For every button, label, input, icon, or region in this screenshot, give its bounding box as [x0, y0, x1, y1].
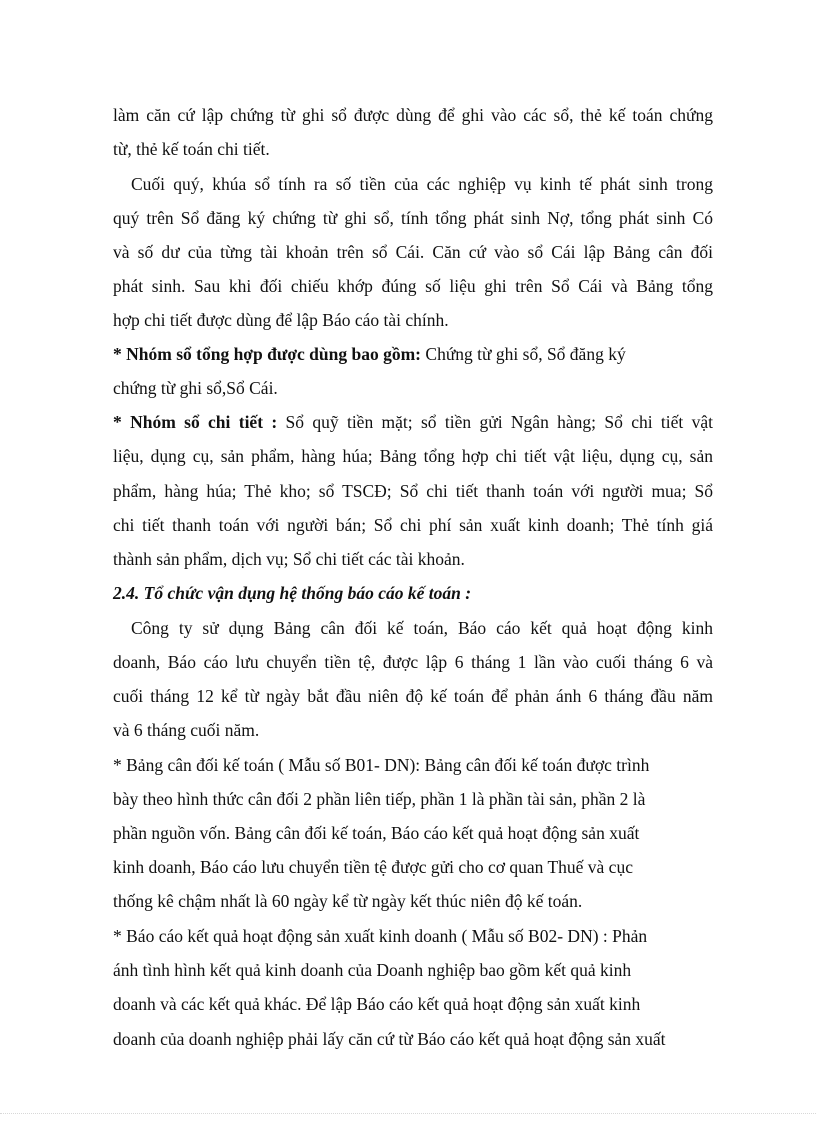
bold-heading: * Nhóm sổ tổng hợp được dùng bao gồm: — [113, 344, 422, 364]
text-line: doanh của doanh nghiệp phải lấy căn cứ từ Báo cáo kết quả hoạt động sản xuất — [113, 1029, 666, 1049]
text-line: bày theo hình thức cân đối 2 phần liên tiếp, phần 1 là phần tài sản, phần 2 là — [113, 789, 646, 809]
text-run: Sổ quỹ tiền mặt; sổ tiền gửi Ngân hàng; Sổ chi tiết vật — [277, 412, 714, 432]
detail-books-line — [113, 410, 713, 434]
page-bottom-divider — [0, 1113, 816, 1114]
text-line: * Báo cáo kết quả hoạt động sản xuất kinh doanh ( Mẫu số B02- DN) : Phản — [113, 926, 648, 946]
text-line: doanh, Báo cáo lưu chuyển tiền tệ, được lập 6 tháng 1 lần vào cuối tháng 6 và — [113, 652, 713, 672]
text-run: Chứng từ ghi sổ, Sổ đăng ký — [421, 344, 626, 364]
text-line: phát sinh. Sau khi đối chiếu khớp đúng số liệu ghi trên Sổ Cái và Bảng tổng — [113, 276, 713, 296]
text-line: và số dư của từng tài khoản trên sổ Cái. Căn cứ vào sổ Cái lập Bảng cân đối — [113, 242, 713, 262]
text-line: kinh doanh, Báo cáo lưu chuyển tiền tệ được gửi cho cơ quan Thuế và cục — [113, 857, 633, 877]
text-line: liệu, dụng cụ, sản phẩm, hàng húa; Bảng tổng hợp chi tiết vật liệu, dụng cụ, sản — [113, 446, 713, 466]
text-line: và 6 tháng cuối năm. — [113, 720, 260, 740]
paragraph-first-line: Cuối quý, khúa sổ tính ra số tiền của các nghiệp vụ kinh tế phát sinh trong — [131, 174, 713, 194]
text-line: phẩm, hàng húa; Thẻ kho; sổ TSCĐ; Sổ chi tiết thanh toán với người mua; Sổ — [113, 481, 713, 501]
text-line: hợp chi tiết được dùng để lập Báo cáo tài chính. — [113, 310, 449, 330]
bold-heading: * Nhóm sổ chi tiết : — [113, 412, 278, 432]
summary-books-line — [113, 342, 713, 366]
text-line: doanh và các kết quả khác. Để lập Báo cáo kết quả hoạt động sản xuất kinh — [113, 994, 641, 1014]
text-line: từ, thẻ kế toán chi tiết. — [113, 139, 270, 159]
text-line: * Bảng cân đối kế toán ( Mẫu số B01- DN): Bảng cân đối kế toán được trình — [113, 755, 650, 775]
text-line: chi tiết thanh toán với người bán; Sổ chi phí sản xuất kinh doanh; Thẻ tính giá — [113, 515, 713, 535]
text-line: làm căn cứ lập chứng từ ghi sổ được dùng để ghi vào các sổ, thẻ kế toán chứng — [113, 105, 713, 125]
section-heading: 2.4. Tổ chức vận dụng hệ thống báo cáo kế toán : — [113, 583, 472, 603]
text-line: thành sản phẩm, dịch vụ; Sổ chi tiết các tài khoản. — [113, 549, 465, 569]
text-line: chứng từ ghi sổ,Sổ Cái. — [113, 378, 278, 398]
text-line: quý trên Sổ đăng ký chứng từ ghi sổ, tính tổng phát sinh Nợ, tổng phát sinh Có — [113, 208, 713, 228]
text-line: thống kê chậm nhất là 60 ngày kể từ ngày kết thúc niên độ kế toán. — [113, 891, 583, 911]
paragraph-first-line: Công ty sử dụng Bảng cân đối kế toán, Báo cáo kết quả hoạt động kinh — [131, 618, 713, 638]
text-line: cuối tháng 12 kể từ ngày bắt đầu niên độ kế toán để phản ánh 6 tháng đầu năm — [113, 686, 713, 706]
text-line: phần nguồn vốn. Bảng cân đối kế toán, Báo cáo kết quả hoạt động sản xuất — [113, 823, 640, 843]
text-line: ánh tình hình kết quả kinh doanh của Doanh nghiệp bao gồm kết quả kinh — [113, 960, 632, 980]
